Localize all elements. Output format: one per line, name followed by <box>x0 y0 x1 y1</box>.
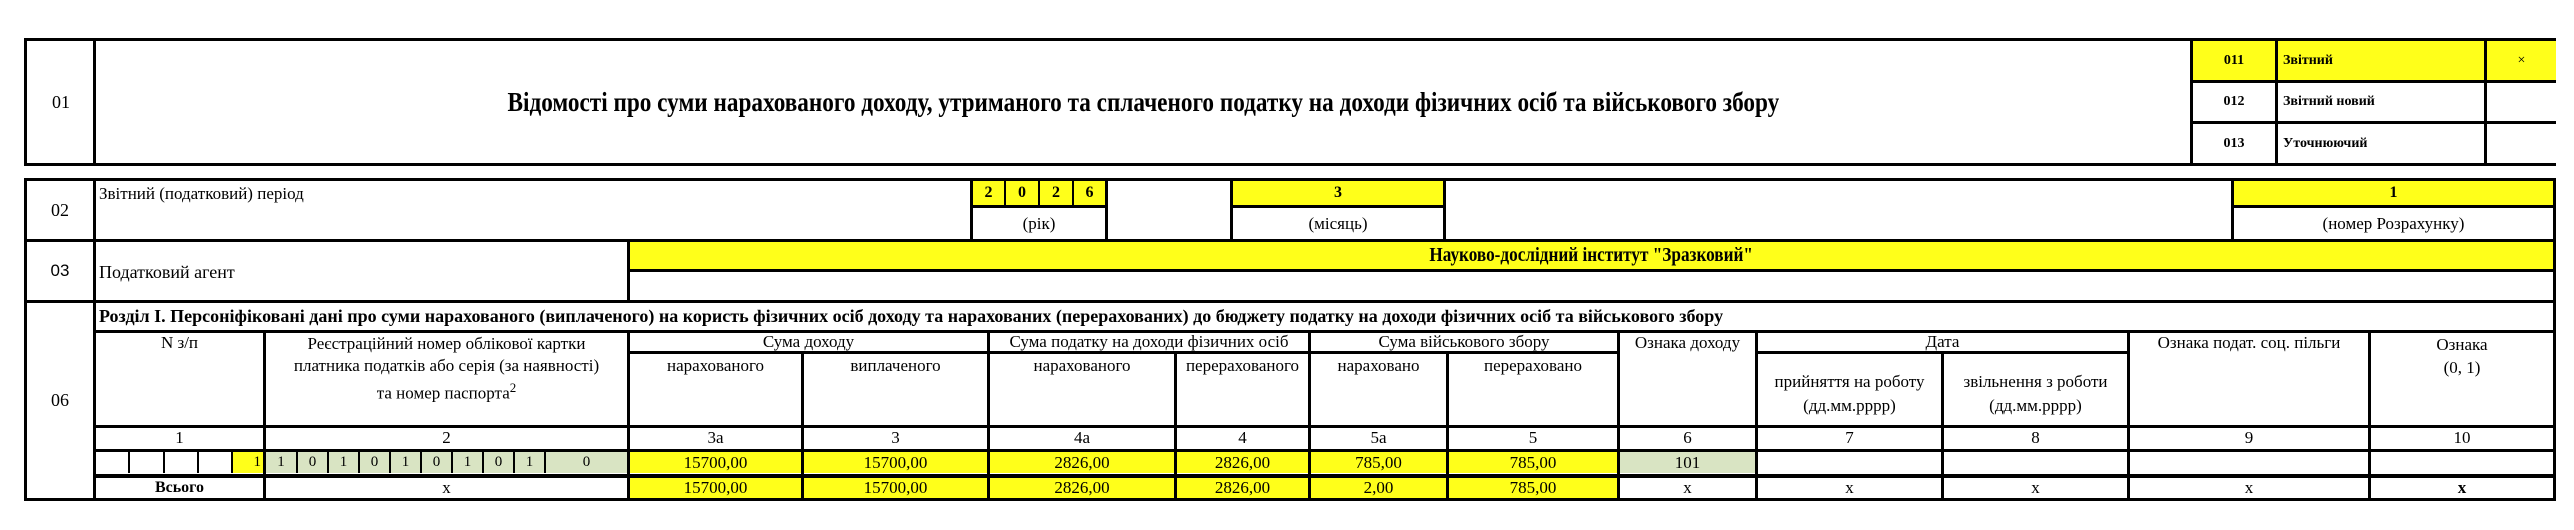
section-03-code: 03 <box>50 261 70 280</box>
col-header-military-accrued: нараховано <box>1337 356 1420 375</box>
colnum-10: 10 <box>2453 428 2471 447</box>
report-type-label-011: Звітний <box>2283 53 2333 68</box>
row-pdfo-transferred[interactable]: 2826,00 <box>1177 452 1308 473</box>
page-title-text: Відомості про суми нарахованого доходу, утриманого та сплаченого податку на доходи фізичних осіб та військового збору <box>507 86 1779 117</box>
reg-digit-2[interactable]: 0 <box>308 454 317 470</box>
total-date-hire: х <box>1845 478 1854 497</box>
total-benefit-sign: х <box>2244 478 2254 497</box>
row-num-digit-5[interactable]: 1 <box>253 454 261 470</box>
report-type-checkbox-013[interactable] <box>2487 124 2556 163</box>
row-num-digit-4[interactable] <box>199 452 231 473</box>
row-date-fire[interactable] <box>1944 452 2127 473</box>
year-digit-1[interactable]: 2 <box>984 184 993 201</box>
report-type-code-011: 011 <box>2223 52 2245 68</box>
report-type-code-013: 013 <box>2223 135 2245 151</box>
section-06-heading: Розділ І. Персоніфіковані дані про суми нарахованого (виплаченого) на користь фізичних осіб доходу та нарахованих (перерахованих) до бюджету податку на доходи фізичних осіб та військового збору <box>99 306 1724 326</box>
row-benefit-sign[interactable] <box>2130 452 2368 473</box>
period-label: Звітний (податковий) період <box>99 184 304 203</box>
col-header-income-accrued: нарахованого <box>666 356 765 375</box>
calc-number-field[interactable]: 1 <box>2389 184 2398 201</box>
section-02-code: 02 <box>51 199 69 220</box>
row-pdfo-accrued[interactable]: 2826,00 <box>990 452 1174 473</box>
colnum-2: 2 <box>442 428 451 447</box>
col-header-reg-line3: та номер паспорта <box>376 383 510 403</box>
col-group-pdfo: Сума податку на доходи фізичних осіб <box>1009 332 1289 351</box>
col-group-date: Дата <box>1925 332 1960 351</box>
row-military-accrued[interactable]: 785,00 <box>1311 452 1446 473</box>
colnum-3: 3 <box>891 428 900 447</box>
year-digit-4[interactable]: 6 <box>1085 184 1094 201</box>
total-income-sign: х <box>1683 478 1692 497</box>
month-caption: (місяць) <box>1308 213 1368 233</box>
col-group-military: Сума військового збору <box>1378 332 1550 351</box>
row-num-digit-1[interactable] <box>96 452 128 473</box>
colnum-5a: 5а <box>1370 428 1387 447</box>
total-military-transferred: 785,00 <box>1449 478 1617 498</box>
reg-digit-7[interactable]: 1 <box>463 454 472 470</box>
report-type-code-012: 012 <box>2223 94 2245 109</box>
section-06-code: 06 <box>51 390 69 410</box>
col-header-date-hire <box>1758 370 1941 418</box>
colnum-5: 5 <box>1528 428 1538 447</box>
total-military-accrued: 2,00 <box>1311 478 1446 498</box>
year-digit-3[interactable]: 2 <box>1052 184 1060 201</box>
report-type-checkbox-011[interactable]: × <box>2517 52 2526 68</box>
colnum-6: 6 <box>1683 428 1692 447</box>
col-header-reg <box>266 333 627 405</box>
row-income-paid[interactable]: 15700,00 <box>804 452 987 473</box>
total-pdfo-accrued: 2826,00 <box>990 478 1174 498</box>
colnum-9: 9 <box>2244 428 2254 447</box>
reg-digit-1[interactable]: 1 <box>277 454 285 470</box>
reg-digit-3[interactable]: 1 <box>339 454 348 470</box>
col-header-benefit: Ознака подат. соц. пільги <box>2157 333 2341 352</box>
tax-agent-label: Податковий агент <box>99 262 235 282</box>
calc-number-caption: (номер Розрахунку) <box>2322 213 2465 233</box>
col-header-pdfo-accrued: нарахованого <box>1033 356 1131 375</box>
col-header-military-transferred: перераховано <box>1483 356 1583 375</box>
col-header-reg-line2: платника податків або серія (за наявності) <box>293 356 600 375</box>
year-caption: (рік) <box>1022 213 1056 233</box>
section-01-code: 01 <box>52 91 70 112</box>
col-header-sign-line1: Ознака <box>2436 335 2488 354</box>
reg-digit-6[interactable]: 0 <box>432 454 441 470</box>
total-date-fire: х <box>2031 478 2040 497</box>
col-header-sign-line2: (0, 1) <box>2443 358 2481 377</box>
reg-digit-5[interactable]: 1 <box>401 454 410 470</box>
col-header-sign <box>2371 333 2553 379</box>
report-type-label-012: Звітний новий <box>2283 94 2375 109</box>
col-header-date-fire-line1: звільнення з роботи <box>1963 372 2108 391</box>
row-sign[interactable] <box>2371 452 2553 473</box>
total-pdfo-transferred: 2826,00 <box>1177 478 1308 498</box>
col-header-reg-line1: Реєстраційний номер облікової картки <box>307 334 586 353</box>
total-sign: х <box>2457 478 2467 497</box>
reg-digit-8[interactable]: 0 <box>494 454 503 470</box>
col-header-date-fire-line2: (дд.мм.рррр) <box>1989 396 2082 415</box>
total-income-paid: 15700,00 <box>804 478 987 498</box>
colnum-7: 7 <box>1845 428 1854 447</box>
col-header-date-hire-line1: прийняття на роботу <box>1774 372 1925 391</box>
col-group-income: Сума доходу <box>762 332 855 351</box>
row-income-accrued[interactable]: 15700,00 <box>630 452 801 473</box>
colnum-3a: 3а <box>707 428 724 447</box>
total-income-accrued: 15700,00 <box>630 478 801 498</box>
report-type-label-013: Уточнюючий <box>2283 136 2368 151</box>
month-field[interactable]: 3 <box>1334 184 1342 201</box>
row-num-digit-2[interactable] <box>130 452 163 473</box>
row-num-digit-3[interactable] <box>165 452 197 473</box>
row-income-sign[interactable]: 101 <box>1620 452 1755 473</box>
col-header-reg-footnote: 2 <box>509 380 517 395</box>
col-header-num: N з/п <box>160 333 199 352</box>
total-label: Всього <box>154 479 205 496</box>
colnum-1: 1 <box>175 428 184 447</box>
reg-digit-10[interactable]: 0 <box>582 454 591 470</box>
reg-digit-9[interactable]: 1 <box>525 454 534 470</box>
col-header-income-paid: виплаченого <box>850 356 941 375</box>
row-military-transferred[interactable]: 785,00 <box>1449 452 1617 473</box>
row-date-hire[interactable] <box>1758 452 1941 473</box>
tax-agent-name[interactable] <box>630 242 2553 269</box>
reg-digit-4[interactable]: 0 <box>370 454 379 470</box>
total-reg: х <box>442 478 451 497</box>
year-digit-2[interactable]: 0 <box>1018 184 1026 201</box>
report-type-checkbox-012[interactable] <box>2487 83 2556 121</box>
col-header-date-fire <box>1944 370 2127 418</box>
colnum-4: 4 <box>1238 428 1247 447</box>
col-header-income-sign: Ознака доходу <box>1634 333 1741 352</box>
colnum-8: 8 <box>2031 428 2040 447</box>
col-header-pdfo-transferred: перерахованого <box>1185 356 1300 375</box>
colnum-4a: 4а <box>1073 428 1091 447</box>
col-header-date-hire-line2: (дд.мм.рррр) <box>1803 396 1896 415</box>
page-title <box>96 41 2190 163</box>
tax-agent-name-text: Науково-дослідний інститут "Зразковий" <box>1429 244 1754 266</box>
